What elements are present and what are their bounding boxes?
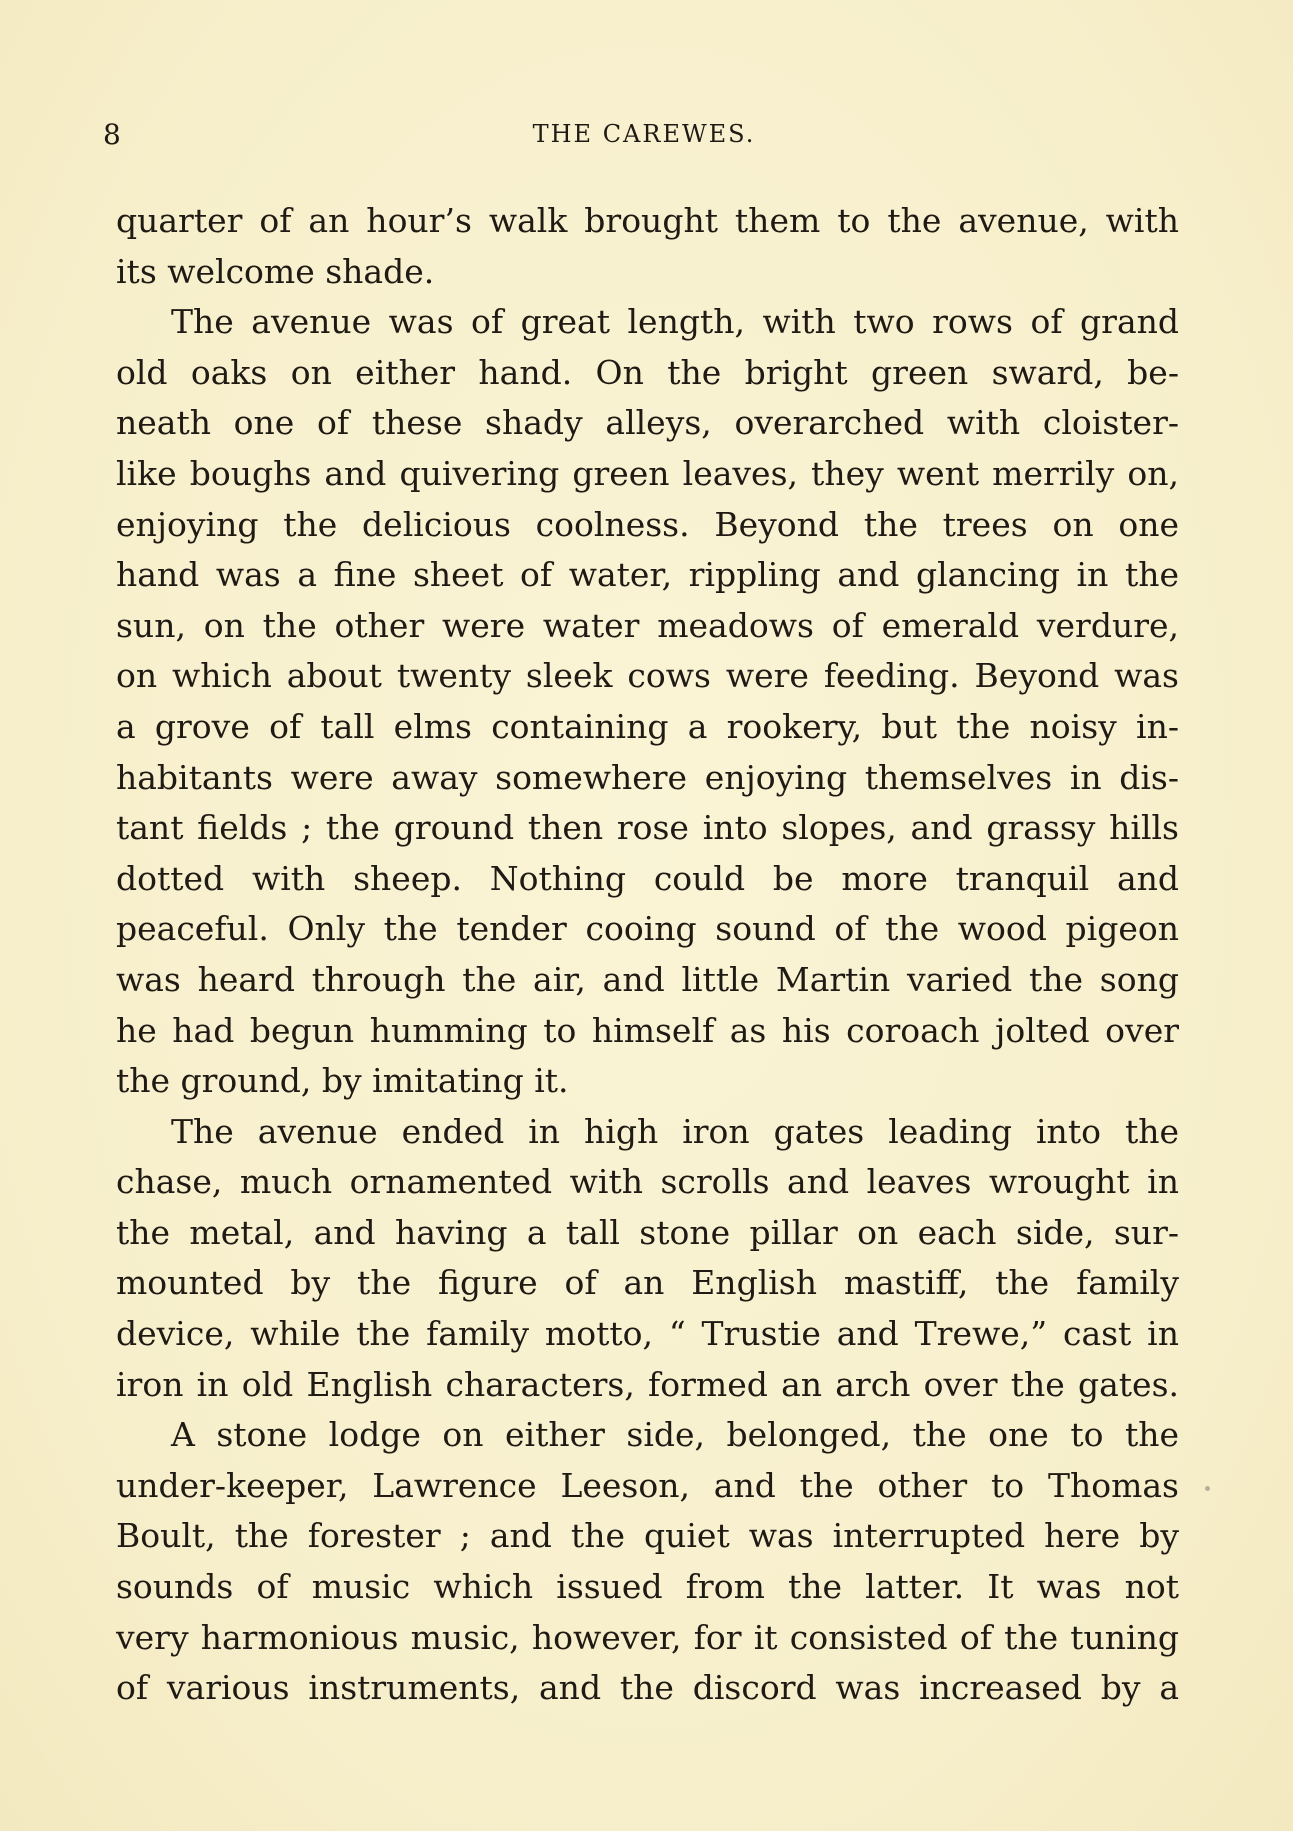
text-line: chase, much ornamented with scrolls and leaves wrought in (116, 1162, 1179, 1202)
text-line: like boughs and quivering green leaves, they went merrily on, (116, 453, 1179, 493)
text-line: mounted by the figure of an English mastiff, the family (116, 1263, 1179, 1303)
text-line: quarter of an hour’s walk brought them to the avenue, with (116, 201, 1179, 240)
text-line: on which about twenty sleek cows were feeding. Beyond was (116, 656, 1179, 696)
text-line: old oaks on either hand. On the bright green sward, be- (116, 352, 1179, 392)
paper-speck (1205, 1486, 1210, 1491)
page-header (103, 118, 1185, 158)
running-title: THE CAREWES. (532, 120, 756, 148)
text-line: The avenue was of great length, with two rows of grand (171, 302, 1179, 342)
text-line: tant fields ; the ground then rose into slopes, and grassy hills (116, 808, 1179, 848)
text-line: the ground, by imitating it. (116, 1061, 569, 1101)
text-line: a grove of tall elms containing a rookery, but the noisy in- (116, 706, 1179, 746)
page-number: 8 (103, 118, 122, 151)
text-line: was heard through the air, and little Martin varied the song (116, 959, 1179, 999)
text-line: peaceful. Only the tender cooing sound of the wood pigeon (116, 909, 1179, 949)
text-line: iron in old English characters, formed an arch over the gates. (116, 1364, 1179, 1404)
text-line: enjoying the delicious coolness. Beyond the trees on one (116, 504, 1179, 544)
text-line: device, while the family motto, “ Trustie and Trewe,” cast in (116, 1314, 1179, 1354)
text-line: its welcome shade. (116, 251, 435, 291)
text-line: dotted with sheep. Nothing could be more tranquil and (116, 858, 1179, 898)
text-line: A stone lodge on either side, belonged, the one to the (171, 1415, 1179, 1455)
text-line: he had begun humming to himself as his coroach jolted over (116, 1010, 1179, 1050)
text-line: Boult, the forester ; and the quiet was interrupted here by (116, 1516, 1179, 1556)
text-line: of various instruments, and the discord was increased by a (116, 1668, 1179, 1708)
text-line: habitants were away somewhere enjoying themselves in dis- (116, 757, 1179, 797)
text-line: under-keeper, Lawrence Leeson, and the other to Thomas (116, 1465, 1179, 1505)
text-line: The avenue ended in high iron gates leading into the (171, 1111, 1179, 1151)
text-line: sun, on the other were water meadows of emerald verdure, (116, 605, 1179, 645)
text-line: neath one of these shady alleys, overarched with cloister- (116, 403, 1179, 443)
text-line: hand was a fine sheet of water, rippling and glancing in the (116, 555, 1179, 595)
text-line: the metal, and having a tall stone pillar on each side, sur- (116, 1212, 1179, 1252)
text-line: very harmonious music, however, for it consisted of the tuning (116, 1617, 1179, 1657)
body-text (116, 196, 1179, 1714)
text-line: sounds of music which issued from the latter. It was not (116, 1567, 1179, 1607)
